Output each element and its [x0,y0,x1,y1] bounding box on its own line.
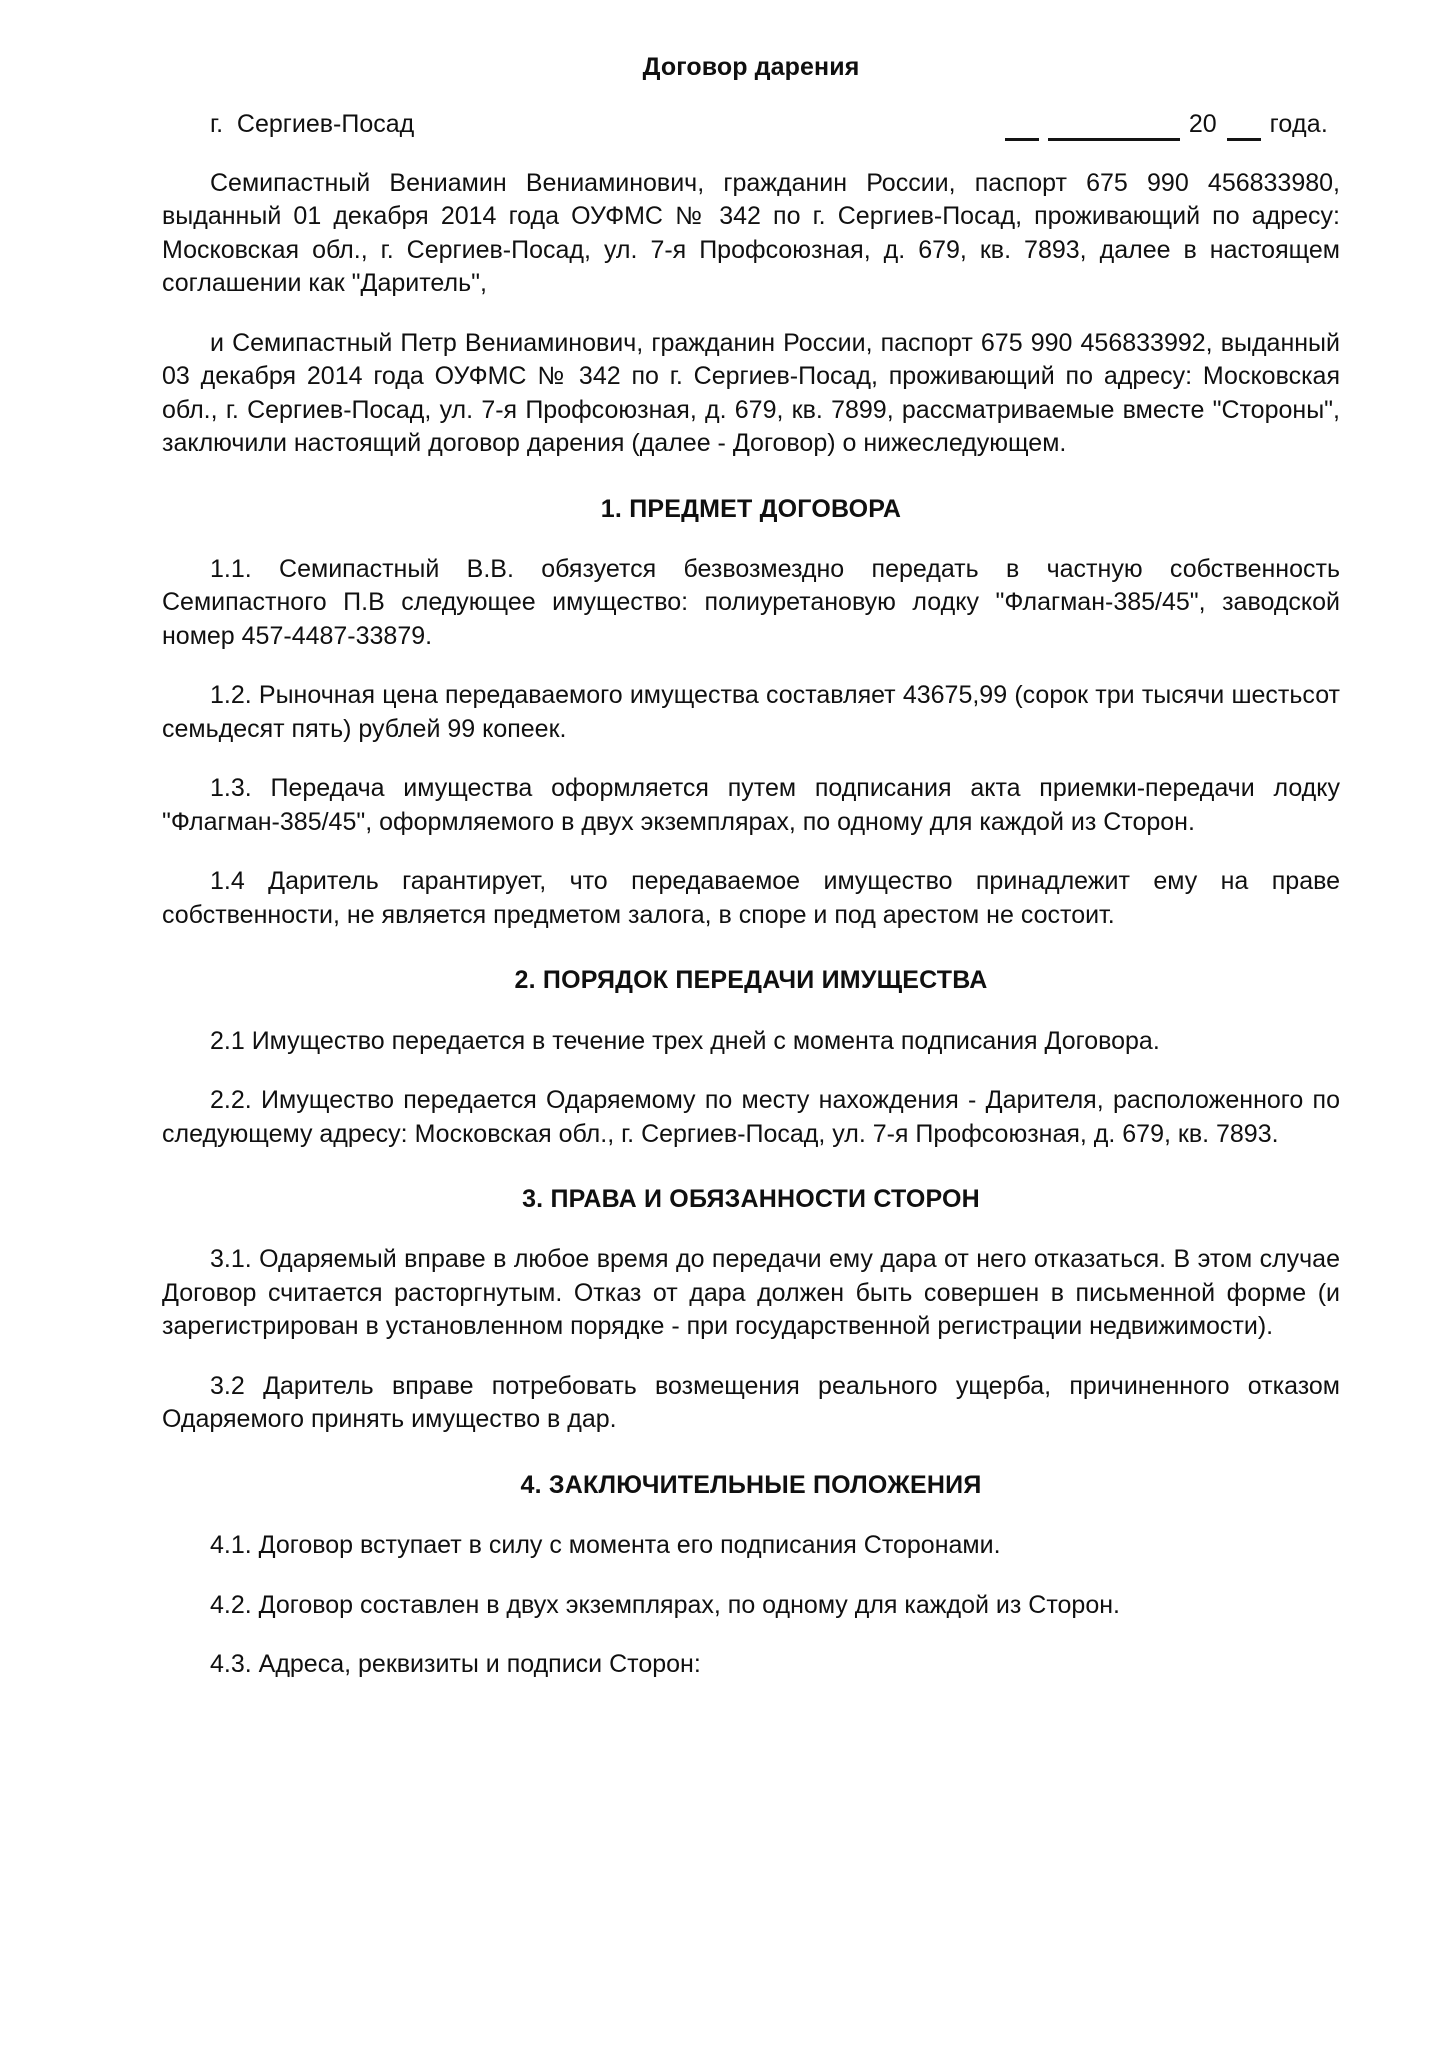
year-blank-line [1227,118,1261,141]
place-of-signing: г. Сергиев-Посад [210,110,415,139]
clause-1-4: 1.4 Даритель гарантирует, что передаваемое имущество принадлежит ему на праве собственности, не является предметом залога, в споре и под арестом не состоит. [162,867,1340,929]
clause-2-1: 2.1 Имущество передается в течение трех дней с момента подписания Договора. [210,1026,1160,1055]
section-heading-3: 3. ПРАВА И ОБЯЗАННОСТИ СТОРОН [522,1185,980,1213]
clause-4-2: 4.2. Договор составлен в двух экземплярах, по одному для каждой из Сторон. [210,1590,1120,1619]
year-prefix: 20 [1188,110,1217,139]
section-heading-1: 1. ПРЕДМЕТ ДОГОВОРА [600,494,902,523]
donor-intro-paragraph: Семипастный Вениамин Вениаминович, гражданин России, паспорт 675 990 456833980, выданный 01 декабря 2014 года ОУФМС № 342 по г. Сергиев-Посад, проживающий по адресу: Московская обл., г. Сергиев-Посад, ул. 7-я Профсоюзная, д. 679, кв. 7893, далее в настоящем соглашении как "Даритель", [162,168,1340,297]
year-word: года. [1269,110,1328,139]
date-of-signing [1005,109,1330,140]
section-heading-4: 4. ЗАКЛЮЧИТЕЛЬНЫЕ ПОЛОЖЕНИЯ [520,1470,982,1499]
clause-3-1: 3.1. Одаряемый вправе в любое время до передачи ему дара от него отказаться. В этом случае Договор считается расторгнутым. Отказ от дара должен быть совершен в письменной форме (и зарегистрирован в установленном порядке - при государственной регистрации недвижимости). [162,1245,1340,1341]
clause-1-2: 1.2. Рыночная цена передаваемого имущества составляет 43675,99 (сорок три тысячи шестьсот семьдесят пять) рублей 99 копеек. [162,681,1340,743]
clause-2-2: 2.2. Имущество передается Одаряемому по месту нахождения - Дарителя, расположенного по следующему адресу: Московская обл., г. Сергиев-Посад, ул. 7-я Профсоюзная, д. 679, кв. 7893. [162,1086,1340,1148]
clause-1-3: 1.3. Передача имущества оформляется путем подписания акта приемки-передачи лодку "Флагман-385/45", оформляемого в двух экземплярах, по одному для каждой из Сторон. [162,774,1340,836]
section-heading-2: 2. ПОРЯДОК ПЕРЕДАЧИ ИМУЩЕСТВА [514,966,988,995]
day-blank-line [1005,118,1039,141]
document-title: Договор дарения [642,53,860,81]
donee-intro-paragraph: и Семипастный Петр Вениаминович, гражданин России, паспорт 675 990 456833992, выданный 03 декабря 2014 года ОУФМС № 342 по г. Сергиев-Посад, проживающий по адресу: Московская обл., г. Сергиев-Посад, ул. 7-я Профсоюзная, д. 679, кв. 7899, рассматриваемые вместе "Стороны", заключили настоящий договор дарения (далее - Договор) о нижеследующем. [162,328,1340,457]
clause-3-2: 3.2 Даритель вправе потребовать возмещения реального ущерба, причиненного отказом Одаряемого принять имущество в дар. [162,1371,1340,1434]
month-blank-line [1048,118,1180,141]
clause-4-1: 4.1. Договор вступает в силу с момента его подписания Сторонами. [210,1531,1001,1559]
clause-1-1: 1.1. Семипастный В.В. обязуется безвозмездно передать в частную собственность Семипастного П.В следующее имущество: полиуретановую лодку "Флагман-385/45", заводской номер 457-4487-33879. [162,554,1340,650]
clause-4-3: 4.3. Адреса, реквизиты и подписи Сторон: [210,1650,701,1678]
document-body [162,52,1340,1682]
place-and-date-row [162,109,1340,140]
